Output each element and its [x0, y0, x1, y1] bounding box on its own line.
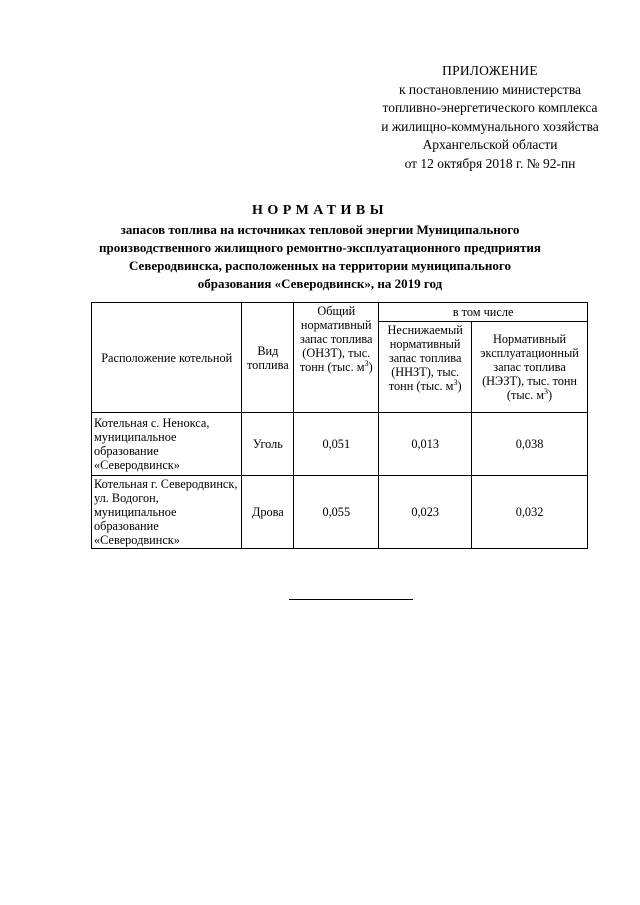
table-row: [92, 476, 588, 549]
header-nezt: Нормативный эксплуатационный запас топлива (НЭЗТ), тыс. тонн (тыс. $м^3$): [472, 322, 588, 413]
cell-onzt: 0,051: [294, 413, 379, 476]
cell-nezt: 0,038: [472, 413, 588, 476]
cell-onzt: 0,055: [294, 476, 379, 549]
header-nnzt: Неснижаемый нормативный запас топлива (ННЗТ), тыс. тонн (тыс. $м^3$): [379, 322, 472, 413]
title-line: запасов топлива на источниках тепловой энергии Муниципального: [120, 222, 520, 237]
fuel-norms-table: [91, 302, 588, 549]
appendix-block: [350, 62, 630, 173]
table-row: [92, 413, 588, 476]
header-onzt: Общий нормативный запас топлива (ОНЗТ), тыс. тонн (тыс. $м^3$): [294, 303, 379, 413]
appendix-line: и жилищно-коммунального хозяйства: [381, 118, 599, 134]
appendix-line: от 12 октября 2018 г. № 92-пн: [404, 155, 576, 171]
cell-fuel: Дрова: [242, 476, 294, 549]
cell-location: Котельная г. Северодвинск, ул. Водогон, муниципальное образование «Северодвинск»: [92, 476, 242, 549]
footer-divider: [289, 599, 413, 600]
title-line: образования «Северодвинск», на 2019 год: [197, 276, 443, 291]
header-including: в том числе: [379, 303, 588, 322]
appendix-line: Архангельской области: [422, 137, 558, 152]
appendix-line: к постановлению министерства: [398, 81, 582, 97]
appendix-line: топливно-энергетического комплекса: [382, 100, 598, 115]
cell-location: Котельная с. Ненокса, муниципальное образование «Северодвинск»: [92, 413, 242, 476]
cell-nnzt: 0,013: [379, 413, 472, 476]
cell-nezt: 0,032: [472, 476, 588, 549]
document-title: [80, 202, 560, 292]
cell-nnzt: 0,023: [379, 476, 472, 549]
header-location: Расположение котельной: [92, 303, 242, 413]
header-fuel-type: Вид топлива: [242, 303, 294, 413]
title-main: НОРМАТИВЫ: [252, 203, 388, 218]
title-line: производственного жилищного ремонтно-эксплуатационного предприятия: [99, 240, 541, 255]
appendix-heading: ПРИЛОЖЕНИЕ: [442, 63, 538, 78]
title-line: Северодвинска, расположенных на территории муниципального: [129, 258, 511, 273]
cell-fuel: Уголь: [242, 413, 294, 476]
